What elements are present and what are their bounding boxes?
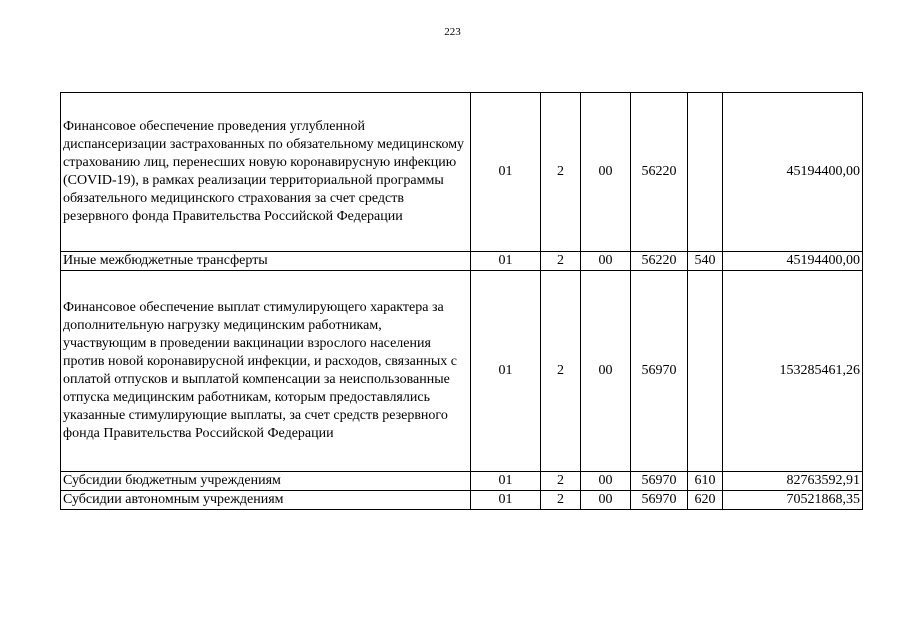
section-code-cell: 01 [471, 93, 541, 252]
amount-cell: 45194400,00 [723, 93, 863, 252]
section-code-cell: 01 [471, 252, 541, 271]
expense-type-code-cell [688, 93, 723, 252]
table-row [61, 472, 863, 491]
target-item-code-cell: 56970 [631, 491, 688, 510]
amount-cell: 153285461,26 [723, 271, 863, 472]
row-name-cell: Финансовое обеспечение выплат стимулирующего характера за дополнительную нагрузку медицинским работникам, участвующим в проведении вакцинации взрослого населения против новой коронавирусной инфекции, и расходов, связанных с оплатой отпусков и выплатой компенсации за неиспользованные отпуска медицинским работникам, которым предоставлялись указанные стимулирующие выплаты, за счет средств резервного фонда Правительства Российской Федерации [61, 271, 471, 472]
target-item-code-cell: 56220 [631, 93, 688, 252]
subprogram-code-cell: 00 [581, 271, 631, 472]
section-code-cell: 01 [471, 491, 541, 510]
expense-type-code-cell: 610 [688, 472, 723, 491]
budget-table [60, 92, 863, 510]
section-code-cell: 01 [471, 472, 541, 491]
page-number: 223 [444, 26, 461, 38]
row-name-cell: Субсидии бюджетным учреждениям [61, 472, 471, 491]
expense-type-code-cell [688, 271, 723, 472]
subprogram-code-cell: 00 [581, 472, 631, 491]
amount-cell: 70521868,35 [723, 491, 863, 510]
program-code-cell: 2 [541, 472, 581, 491]
expense-type-code-cell: 620 [688, 491, 723, 510]
table-row [61, 271, 863, 472]
amount-cell: 82763592,91 [723, 472, 863, 491]
table-row [61, 491, 863, 510]
target-item-code-cell: 56220 [631, 252, 688, 271]
section-code-cell: 01 [471, 271, 541, 472]
target-item-code-cell: 56970 [631, 472, 688, 491]
program-code-cell: 2 [541, 93, 581, 252]
subprogram-code-cell: 00 [581, 93, 631, 252]
subprogram-code-cell: 00 [581, 491, 631, 510]
table-row [61, 252, 863, 271]
program-code-cell: 2 [541, 491, 581, 510]
program-code-cell: 2 [541, 271, 581, 472]
expense-type-code-cell: 540 [688, 252, 723, 271]
row-name-cell: Иные межбюджетные трансферты [61, 252, 471, 271]
row-name-cell: Субсидии автономным учреждениям [61, 491, 471, 510]
amount-cell: 45194400,00 [723, 252, 863, 271]
row-name-cell: Финансовое обеспечение проведения углубленной диспансеризации застрахованных по обязательному медицинскому страхованию лиц, перенесших новую коронавирусную инфекцию (COVID-19), в рамках реализации территориальной программы обязательного медицинского страхования за счет средств резервного фонда Правительства Российской Федерации [61, 93, 471, 252]
program-code-cell: 2 [541, 252, 581, 271]
subprogram-code-cell: 00 [581, 252, 631, 271]
table-row [61, 93, 863, 252]
target-item-code-cell: 56970 [631, 271, 688, 472]
